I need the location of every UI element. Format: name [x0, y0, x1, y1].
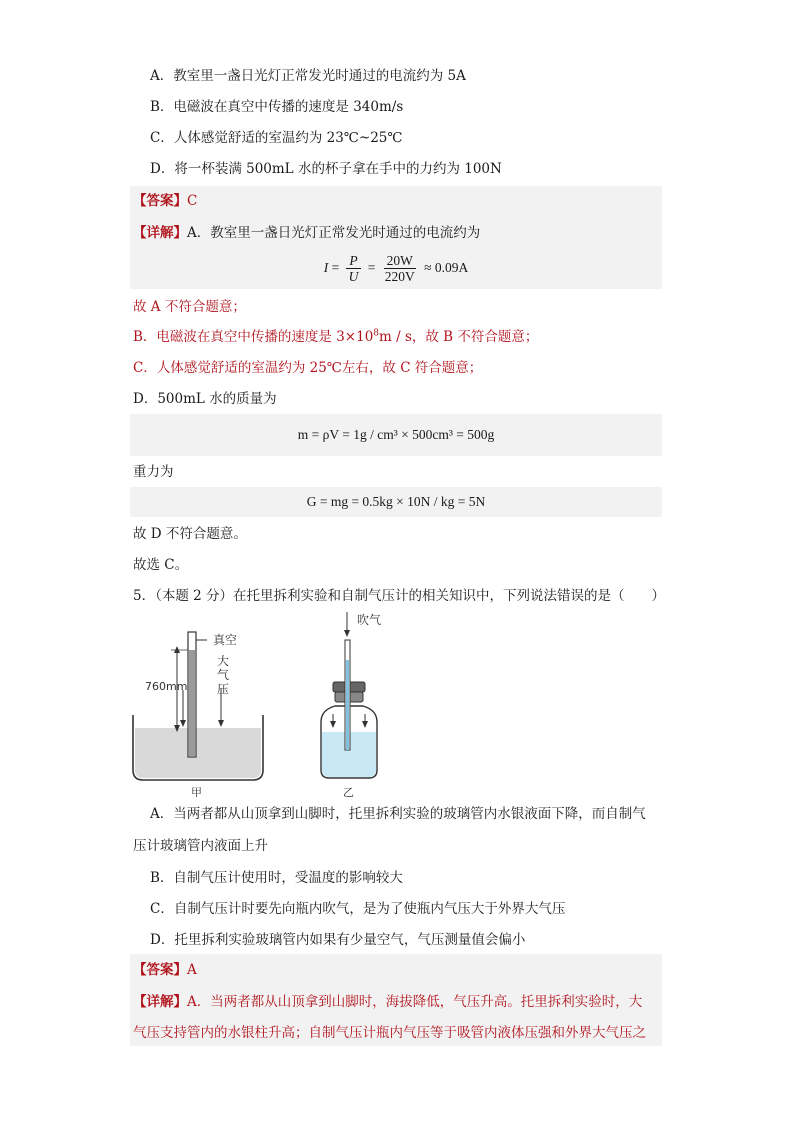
q4-final: 故选 C。	[133, 557, 189, 573]
answer-label: 【答案】	[133, 962, 187, 978]
q5-answer	[133, 960, 197, 980]
label-atm-1: 大	[217, 654, 230, 668]
q4-formula-d2: G = mg = 0.5kg × 10N / kg = 5N	[306, 494, 486, 509]
label-atm-3: 压	[217, 682, 230, 696]
q4-gravity-label: 重力为	[133, 464, 174, 480]
q4-detail-a: 【详解】A．教室里一盏日光灯正常发光时通过的电流约为	[133, 225, 481, 241]
q4-line-d: D．500mL 水的质量为	[133, 391, 277, 407]
caption-jia: 甲	[191, 786, 202, 799]
q4-formula-a: I = $\frac{P}{U}$ = $\frac{20W}{220V}$ ≈ 0.09A	[323, 253, 469, 285]
q5-option-b: B．自制气压计使用时，受温度的影响较大	[150, 870, 403, 886]
label-blow: 吹气	[357, 613, 382, 627]
q5-option-a-2: 压计玻璃管内液面上升	[133, 838, 268, 854]
q4-line-b: B．电磁波在真空中传播的速度是 $3\times 10^8m / s$，故 B 不符合题意；	[133, 328, 539, 345]
q4-conclusion-d: 故 D 不符合题意。	[133, 526, 247, 542]
q4-line-c: C．人体感觉舒适的室温约为 25℃左右，故 C 符合题意；	[133, 360, 483, 376]
caption-yi: 乙	[343, 786, 354, 799]
q5-figure	[125, 610, 415, 800]
homemade-barometer	[321, 612, 377, 778]
q4-formula-d1: m = ρV = 1g / cm³ × 500cm³ = 500g	[297, 427, 495, 442]
q4-option-c: C．人体感觉舒适的室温约为 23℃~25℃	[150, 130, 403, 146]
answer-value: A	[187, 962, 197, 978]
answer-label: 【答案】	[133, 193, 187, 209]
q4-option-d: D．将一杯装满 500mL 水的杯子拿在手中的力约为 100N	[150, 161, 502, 177]
q5-option-c: C．自制气压计时要先向瓶内吹气，是为了使瓶内气压大于外界大气压	[150, 901, 566, 917]
detail-label: 【详解】	[133, 994, 187, 1010]
answer-value: C	[187, 193, 198, 209]
label-vacuum: 真空	[213, 633, 238, 647]
label-760mm: 760mm	[145, 680, 188, 693]
detail-label: 【详解】	[133, 225, 187, 241]
q5-option-a-1: A．当两者都从山顶拿到山脚时，托里拆利实验的玻璃管内水银液面下降，而自制气	[150, 806, 646, 822]
q4-answer	[133, 191, 197, 211]
q4-option-a: A．教室里一盏日光灯正常发光时通过的电流约为 5A	[150, 68, 466, 84]
q5-detail-1: 【详解】A．当两者都从山顶拿到山脚时，海拔降低，气压升高。托里拆利实验时，大	[133, 994, 643, 1010]
torricelli-apparatus	[133, 632, 263, 780]
q5-option-d: D．托里拆利实验玻璃管内如果有少量空气，气压测量值会偏小	[150, 932, 526, 948]
q4-conclusion-a: 故 A 不符合题意；	[133, 299, 246, 315]
q5-stem: 5．（本题 2 分）在托里拆利实验和自制气压计的相关知识中，下列说法错误的是（ ）	[133, 588, 666, 604]
q5-detail-2: 气压支持管内的水银柱升高；自制气压计瓶内气压等于吸管内液体压强和外界大气压之	[133, 1025, 646, 1041]
q4-option-b: B．电磁波在真空中传播的速度是 340m/s	[150, 99, 404, 115]
label-atm-2: 气	[217, 668, 230, 682]
